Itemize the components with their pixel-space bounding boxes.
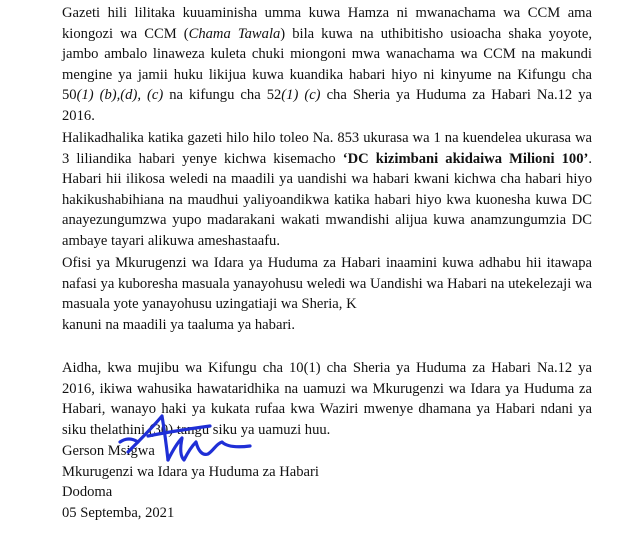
signatory-title: Mkurugenzi wa Idara ya Huduma za Habari — [62, 463, 319, 480]
signature-place: Dodoma — [62, 484, 113, 500]
para2-text-1: Halikadhalika katika gazeti hilo hilo toleo Na. 853 ukurasa wa 1 na kuendelea ukurasa wa 3 liliandika habari yenye kichwa kisemacho — [62, 130, 592, 167]
para1-text-2: ) bila kuwa na uthibitisho usioacha shaka yoyote, jambo ambalo linaweza kuleta chuki miongoni mwa wanachama wa CCM na makundi mengine ya jamii huku likijua kuwa kuandika habari hiyo ni kinyume na Kifungu cha 50 — [62, 25, 592, 103]
paragraph-3 — [62, 253, 592, 335]
para3-text-1: Ofisi ya Mkurugenzi wa Idara ya Huduma za Habari inaamini kuwa adhabu hii itawapa nafasi ya kuboresha masuala yanayohusu weledi wa Uandishi wa Habari na utekelezaji wa masuala yote yanayohusu uzingatiaji wa Sheria, K — [62, 255, 592, 312]
para1-italic-2: (1) (b),(d), (c) — [76, 87, 164, 103]
para2-headline: ‘DC kizimbani akidaiwa Milioni 100’ — [342, 150, 589, 167]
para4-text-1: Aidha, kwa mujibu wa Kifungu cha 10(1) cha Sheria ya Huduma za Habari Na.12 ya 2016, ikiwa wahusika hawataridhika na uamuzi wa Mkurugenzi wa Idara ya Huduma za Habari, wanayo haki ya kukata rufaa kwa Waziri mwenye dhamana ya Habari ndani ya siku thelathini (30) tangu siku ya uamuzi huu. — [62, 360, 592, 438]
para2-text-2: . Habari hii ilikosa weledi na maadili ya uandishi wa habari kwani kichwa cha habari hiyo hakikushabihiana na maudhui yaliyoandikwa katika habari hiyo kwa kuonesha kuwa DC anayezungumzwa yupo madarakani wakati mwandishi alijua kuwa anamzungumzia DC ambaye tayari alikuwa ameshastaafu. — [62, 150, 593, 249]
para1-italic-3: (1) (c) — [281, 87, 321, 103]
handwritten-signature — [118, 402, 258, 472]
para1-text-1: Gazeti hili lilitaka kuuaminisha umma kuwa Hamza ni mwanachama wa CCM ama kiongozi wa CCM ( — [62, 5, 592, 42]
signature-date: 05 Septemba, 2021 — [62, 504, 175, 521]
para3-text-2: kanuni na maadili ya taaluma ya habari. — [62, 316, 296, 333]
para1-italic-1: Chama Tawala — [188, 25, 281, 42]
para1-text-3: na kifungu cha 52 — [163, 87, 282, 103]
signatory-name: Gerson Msigwa — [62, 443, 155, 459]
para1-text-4: cha Sheria ya Huduma za Habari Na.12 ya 2016. — [62, 87, 592, 124]
paragraph-1 — [62, 3, 592, 126]
paragraph-2 — [62, 128, 592, 251]
